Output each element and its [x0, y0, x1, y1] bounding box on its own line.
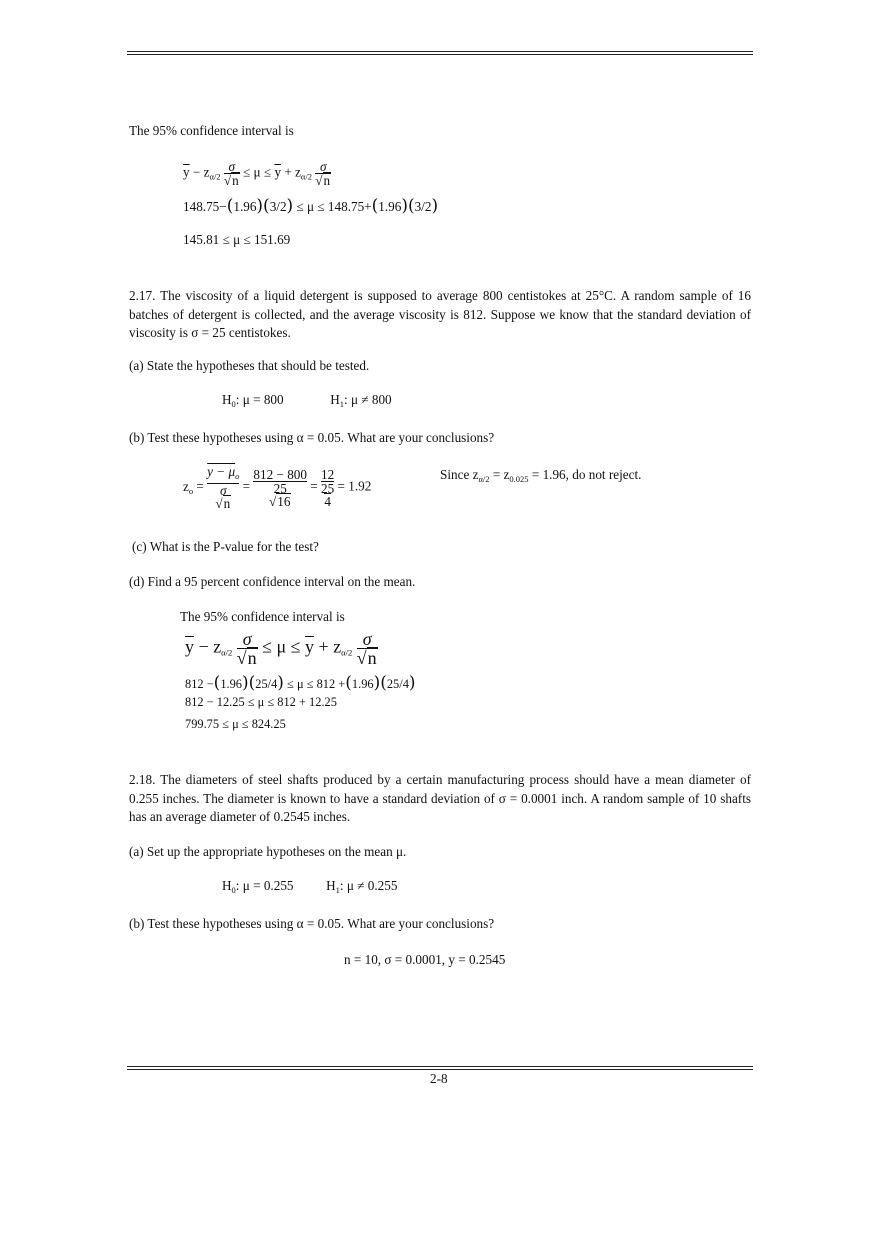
page-number: 2-8 [430, 1071, 448, 1086]
ybar: $\overline{y}$ [183, 164, 190, 180]
top-ci-intro: The 95% confidence interval is [129, 123, 294, 138]
p218-question-b: (b) Test these hypotheses using α = 0.05. What are your conclusions? [129, 916, 495, 931]
footer-rule [127, 1066, 753, 1067]
sqrt-n: n [232, 173, 239, 188]
minus-z: − z [192, 164, 210, 180]
header-rule [127, 51, 753, 52]
h0: $H_0$: μ = 800 [222, 392, 284, 409]
sigma: σ [228, 159, 236, 174]
z-frac-2: 812 − 800 25 √16 [253, 466, 307, 509]
p217-question-b: (b) Test these hypotheses using α = 0.05. What are your conclusions? [129, 430, 495, 445]
top-ci-line2: 148.75−(1.96)(3/2) ≤ μ ≤ 148.75+(1.96)(3/2) [183, 196, 439, 216]
sigma-2: σ [319, 159, 327, 174]
h0-2: $H_0$: μ = 0.255 [222, 878, 294, 895]
p217-conclusion: Since $z_{\alpha/2} = z_{0.025} = 1.96$, do not reject. [440, 467, 642, 484]
problem-2-17-text: 2.17. The viscosity of a liquid detergent is supposed to average 800 centistokes at 25°C. A random sample of 16 batches of detergent is collected, and the average viscosity is 812. Suppose we know that the standard deviation of viscosity is σ = 25 centistokes. [129, 288, 751, 340]
p218-hypotheses [222, 878, 397, 895]
p217-ci-intro: The 95% confidence interval is [180, 609, 345, 624]
sigma-over-sqrt-n-2: $\frac{\sigma}{√n}$ [315, 159, 331, 188]
problem-2-18-text: 2.18. The diameters of steel shafts produced by a certain manufacturing process should have a mean diameter of 0.255 inches. The diameter is known to have a standard deviation of σ = 0.0001 inch. A random sample of 10 shafts has an average diameter of 0.2545 inches. [129, 772, 751, 824]
p217-ci-formula: $\overline{y} - z_{\alpha/2}$ $\frac{\sigma}{√n}$ ≤ $\mu \le \overline{y} + z_{\alpha/2}$ $\frac{\sigma}{√n}$ [185, 629, 377, 668]
h1-2: $H_1$: μ ≠ 0.255 [326, 878, 398, 895]
header-rule-2 [127, 54, 753, 55]
z-frac-3: 12 25 4 [321, 466, 335, 509]
plus-z: + z [284, 164, 301, 180]
p217-question-d: (d) Find a 95 percent confidence interval on the mean. [129, 574, 416, 589]
top-ci-line3: 145.81 ≤ μ ≤ 151.69 [183, 232, 291, 247]
ybar-2: $\overline{y}$ [274, 164, 282, 180]
p217-ci-line4: 799.75 ≤ μ ≤ 824.25 [185, 717, 286, 731]
top-ci-formula [183, 160, 331, 187]
p218-question-a: (a) Set up the appropriate hypotheses on the mean μ. [129, 844, 407, 859]
p217-ci-line3: 812 − 12.25 ≤ μ ≤ 812 + 12.25 [185, 695, 337, 709]
ci-sigma-over-sqrt-n-2: $\frac{\sigma}{√n}$ [356, 629, 377, 668]
p217-question-c: (c) What is the P-value for the test? [132, 539, 319, 554]
z-statistic-formula: $z_o$ = $y - \mu_o$ σ √n = 812 − 800 25 √16 = 12 25 4 = 1.92 [183, 464, 372, 511]
p218-given: n = 10, σ = 0.0001, y = 0.2545 [344, 952, 506, 967]
sigma-over-sqrt-n: $\frac{\sigma}{√n}$ [223, 159, 239, 188]
p217-question-a: (a) State the hypotheses that should be tested. [129, 358, 370, 373]
z-frac-1: $y - \mu_o$ σ √n [207, 464, 240, 511]
ci-sigma-over-sqrt-n: $\frac{\sigma}{√n}$ [236, 629, 257, 668]
z-result: = 1.92 [337, 478, 372, 494]
sqrt-n-2: n [323, 173, 331, 188]
p217-ci-line2: 812 −(1.96)(25/4) ≤ μ ≤ 812 +(1.96)(25/4) [185, 673, 416, 693]
z0: $z_o$ [183, 478, 194, 496]
z-subscript: α/2 [209, 171, 221, 182]
h1: $H_1$: μ ≠ 800 [330, 392, 392, 409]
le-mu-le: ≤ μ ≤ [243, 164, 272, 180]
p217-hypotheses [222, 392, 392, 409]
z-subscript-2: α/2 [300, 171, 312, 182]
footer-rule-2 [127, 1069, 753, 1070]
